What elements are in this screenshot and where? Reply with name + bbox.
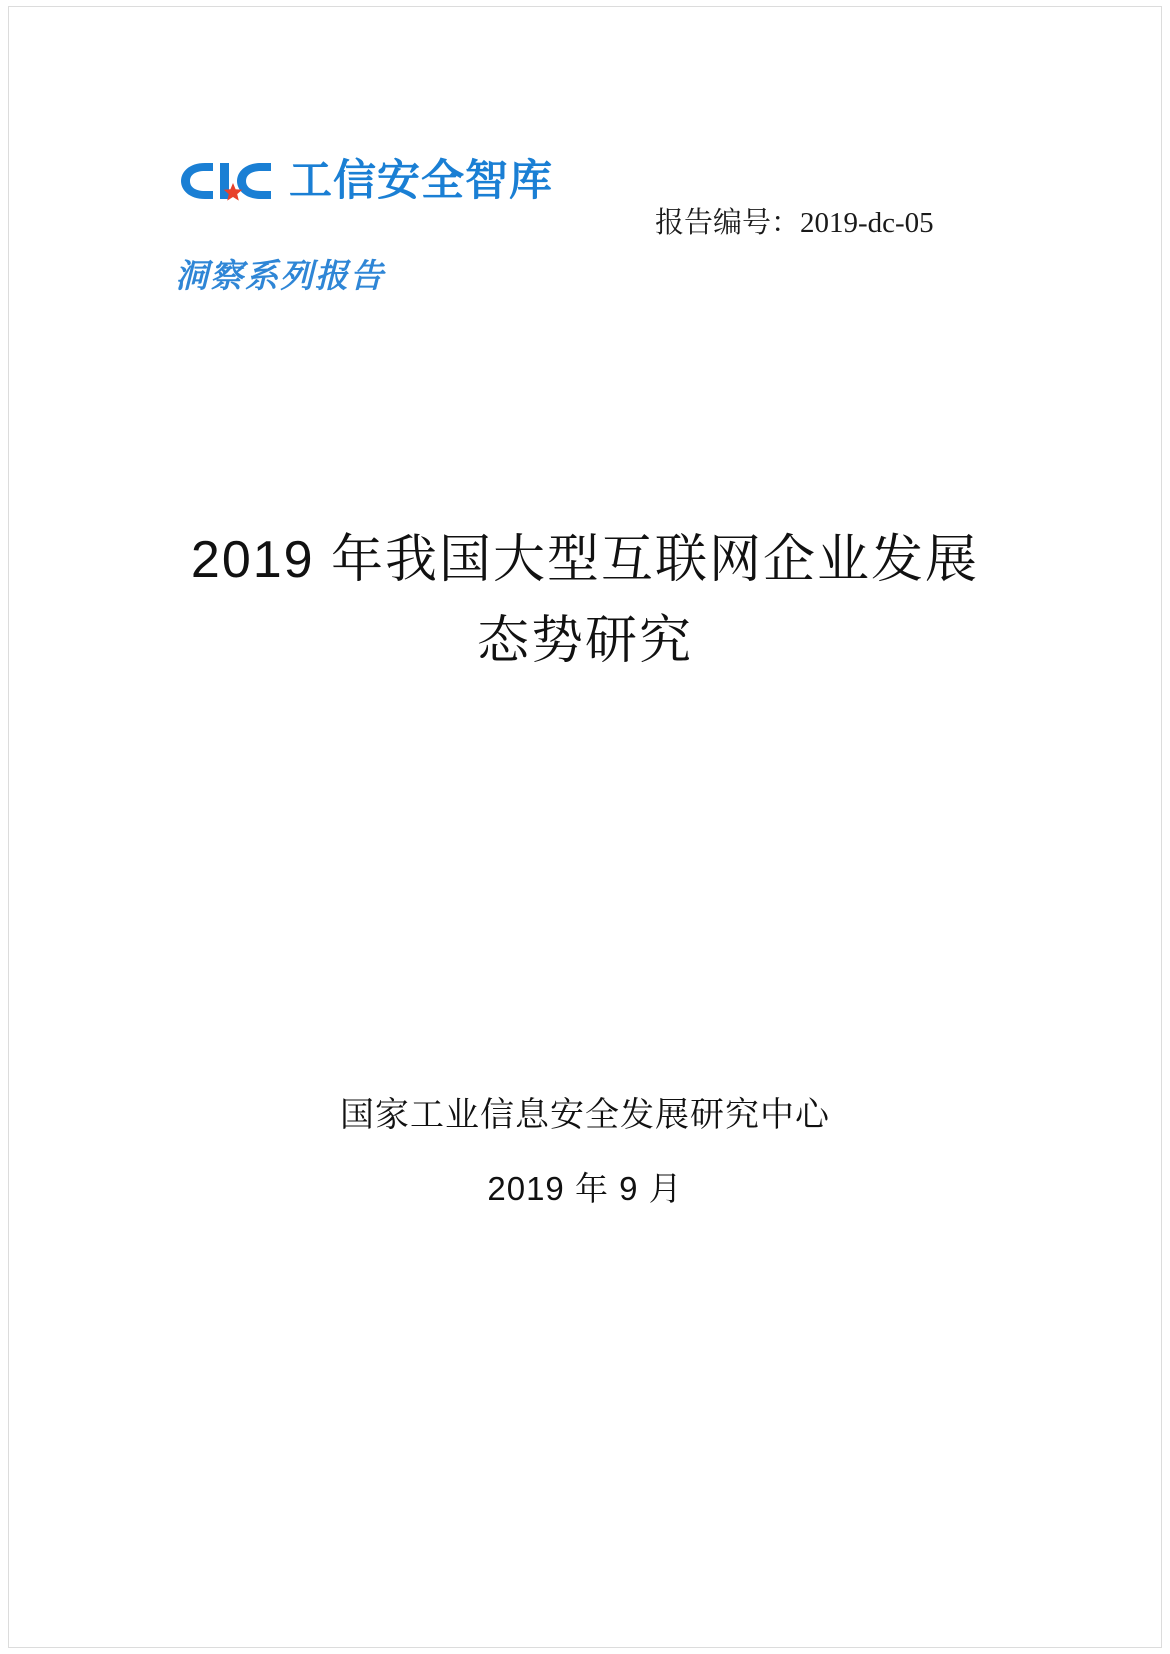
organization-name: 国家工业信息安全发展研究中心 [340,1096,830,1134]
report-header [175,150,995,340]
series-label: 洞察系列报告 [175,257,385,294]
cover-footer [120,1090,1050,1210]
title-line-1: 2019 年我国大型互联网企业发展 [190,531,980,589]
title-line-2: 态势研究 [476,611,693,670]
cic-logo-icon [175,153,283,209]
logo-wordmark: 工信安全智库 [289,156,553,205]
report-number: 报告编号：2019-dc-05 [655,207,934,239]
page-title [120,520,1050,681]
publication-date: 2019 年 9 月 [487,1170,683,1207]
